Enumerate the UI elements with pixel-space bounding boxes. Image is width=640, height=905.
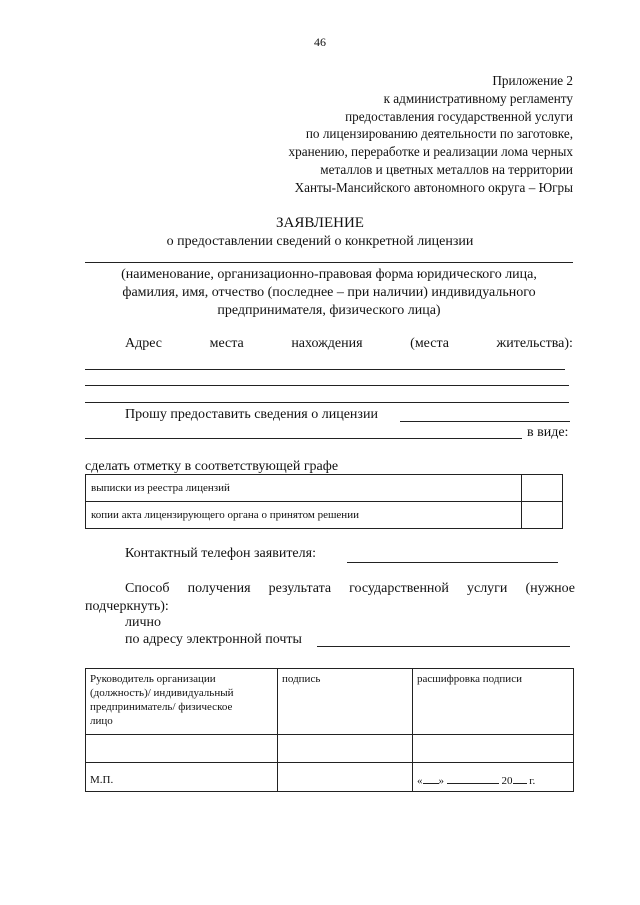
signature-decoding-header: расшифровка подписи xyxy=(413,669,574,735)
table-row xyxy=(86,763,574,792)
document-subtitle: о предоставлении сведений о конкретной лицензии xyxy=(166,234,474,249)
method-in-person[interactable]: лично xyxy=(125,615,162,630)
appendix-line: к административному регламенту xyxy=(383,90,573,106)
phone-label: Контактный телефон заявителя: xyxy=(125,546,316,561)
stamp-label: М.П. xyxy=(86,763,278,792)
applicant-name-line[interactable] xyxy=(85,262,573,263)
mark-instruction: сделать отметку в соответствующей графе xyxy=(85,459,339,474)
signer-cell[interactable] xyxy=(86,735,278,763)
phone-line[interactable] xyxy=(347,562,558,563)
signer-header: Руководитель организации (должность)/ индивидуальный предприниматель/ физическое лицо xyxy=(86,669,278,735)
page-number: 46 xyxy=(314,35,326,49)
option-label: копии акта лицензирующего органа о принятом решении xyxy=(86,502,522,529)
address-line[interactable] xyxy=(85,402,569,403)
table-row xyxy=(86,735,574,763)
method-email[interactable]: по адресу электронной почты xyxy=(125,632,302,647)
option-label: выписки из реестра лицензий xyxy=(86,475,522,502)
appendix-line: Ханты-Мансийского автономного округа – Югры xyxy=(294,179,573,195)
appendix-line: по лицензированию деятельности по заготовке, xyxy=(305,126,573,142)
appendix-line: предоставления государственной услуги xyxy=(345,108,573,124)
option-checkbox[interactable] xyxy=(522,475,563,502)
year-blank[interactable] xyxy=(513,773,527,784)
address-label: Адрес места нахождения (места жительства): xyxy=(125,336,573,351)
table-row xyxy=(86,669,574,735)
appendix-line: металлов и цветных металлов на территории xyxy=(320,161,573,177)
in-form-label: в виде: xyxy=(527,425,569,440)
request-label: Прошу предоставить сведения о лицензии xyxy=(125,407,378,422)
month-blank[interactable] xyxy=(447,773,499,784)
day-blank[interactable] xyxy=(423,773,439,784)
appendix-block xyxy=(153,72,573,197)
option-checkbox[interactable] xyxy=(522,502,563,529)
table-row xyxy=(86,475,563,502)
address-line[interactable] xyxy=(85,369,565,370)
signature-header: подпись xyxy=(278,669,413,735)
signature-cell[interactable] xyxy=(278,735,413,763)
result-method-label: Способ получения результата государственной услуги (нужное подчеркнуть): xyxy=(85,581,575,614)
document-title: ЗАЯВЛЕНИЕ xyxy=(276,215,364,231)
address-line[interactable] xyxy=(85,385,569,386)
signature-table xyxy=(85,668,574,792)
table-row xyxy=(86,502,563,529)
license-number-line[interactable] xyxy=(400,421,570,422)
license-details-line[interactable] xyxy=(85,438,522,439)
appendix-line: хранению, переработке и реализации лома черных xyxy=(288,144,573,160)
email-line[interactable] xyxy=(317,646,570,647)
stamp-signature-cell xyxy=(278,763,413,792)
appendix-line: Приложение 2 xyxy=(492,73,573,88)
signature-decoding-cell[interactable] xyxy=(413,735,574,763)
options-table xyxy=(85,474,563,529)
applicant-name-caption: (наименование, организационно-правовая форма юридического лица, фамилия, имя, отчество (последнее – при наличии) индивидуального предпринимателя, физического лица) xyxy=(121,267,537,318)
date-cell[interactable]: « » 20 г. xyxy=(413,763,574,792)
